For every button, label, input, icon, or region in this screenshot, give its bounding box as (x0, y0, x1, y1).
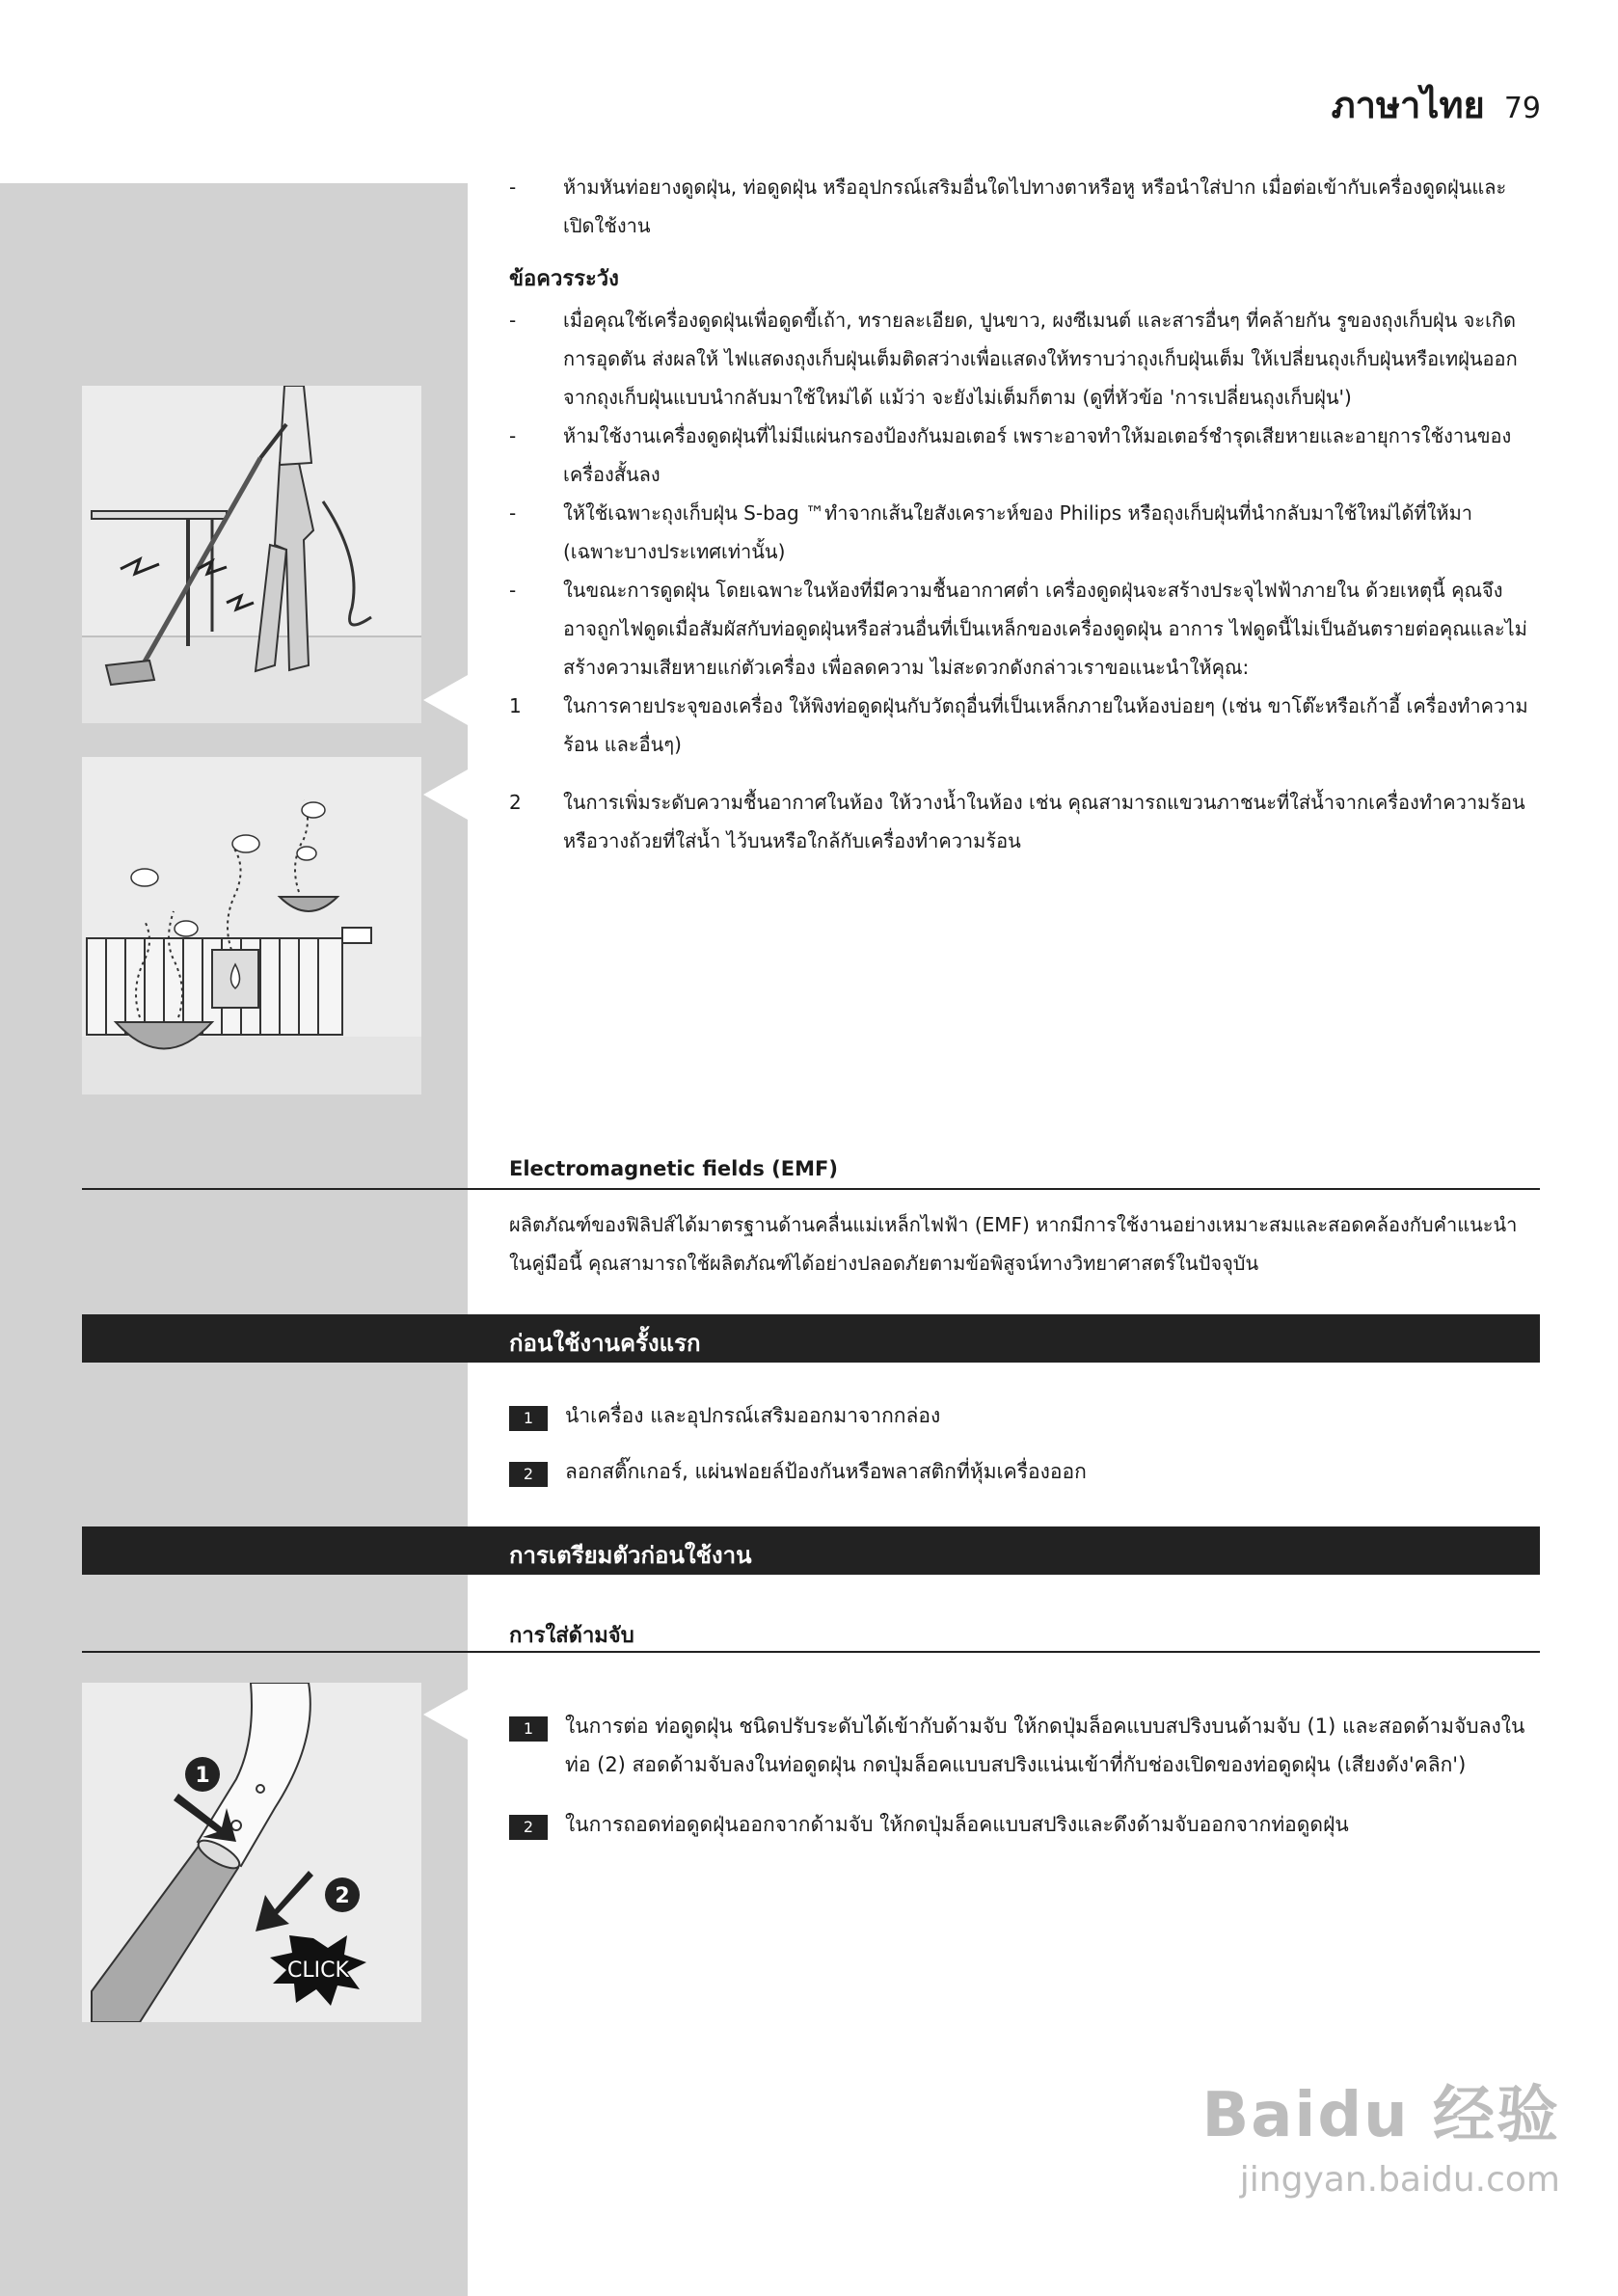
step-item (509, 1707, 1531, 1784)
caution-text: ในการคายประจุของเครื่อง ให้พิงท่อดูดฝุ่นกับวัตถุอื่นที่เป็นเหล็กภายในห้องบ่อยๆ (เช่น ขาโต๊ะหรือเก้าอี้ เครื่องทำความร้อน และอื่นๆ) (563, 694, 1528, 756)
step-text: นำเครื่อง และอุปกรณ์เสริมออกมาจากกล่อง (565, 1404, 941, 1427)
section-title: ก่อนใช้งานครั้งแรก (509, 1330, 701, 1357)
warning-item (509, 168, 1531, 245)
caution-text: เมื่อคุณใช้เครื่องดูดฝุ่นเพื่อดูดขี้เถ้า, ทรายละเอียด, ปูนขาว, ผงซีเมนต์ และสารอื่นๆ ที่คล้ายกัน รูของถุงเก็บฝุ่น จะเกิดการอุดตัน ส่งผลให้ ไฟแสดงถุงเก็บฝุ่นเต็มติดสว่างเพื่อแสดงให้ทราบว่าถุงเก็บฝุ่นเต็ม ให้เปลี่ยนถุงเก็บฝุ่นหรือเทฝุ่นออกจากถุงเก็บฝุ่นแบบนำกลับมาใช้ใหม่ได้ แม้ว่า จะยังไม่เต็มก็ตาม (ดูที่หัวข้อ 'การเปลี่ยนถุงเก็บฝุ่น') (563, 309, 1518, 409)
step-number: 1 (509, 1716, 548, 1742)
section-band-before-first-use (82, 1314, 1540, 1363)
radiator-humidity-illustration (82, 757, 421, 1094)
step-number: 2 (509, 1462, 548, 1487)
caution-numbered-item (509, 783, 1531, 860)
item-number: 1 (509, 694, 522, 717)
callout-1: 1 (195, 1764, 210, 1788)
section-title: การเตรียมตัวก่อนใช้งาน (509, 1542, 752, 1569)
caution-title: ข้อควรระวัง (509, 267, 619, 291)
callout-notch (423, 770, 468, 820)
warning-text: ห้ามหันท่อยางดูดฝุ่น, ท่อดูดฝุ่น หรืออุปกรณ์เสริมอื่นใดไปทางตาหรือหู หรือนำใส่ปาก เมื่อต่อเข้ากับเครื่องดูดฝุ่นและเปิดใช้งาน (563, 176, 1507, 237)
bullet: - (509, 309, 517, 332)
bullet: - (509, 501, 517, 525)
caution-text: ให้ใช้เฉพาะถุงเก็บฝุ่น S-bag ™ทำจากเส้นใยสังเคราะห์ของ Philips หรือถุงเก็บฝุ่นที่นำกลับมาใช้ใหม่ได้ที่ให้มา (เฉพาะบางประเทศเท่านั้น) (563, 501, 1472, 563)
language-title: ภาษาไทย (1331, 83, 1485, 126)
callout-notch (423, 675, 468, 725)
step-item (509, 1396, 1531, 1435)
emf-text: ผลิตภัณฑ์ของฟิลิปส์ได้มาตรฐานด้านคลื่นแม่เหล็กไฟฟ้า (EMF) หากมีการใช้งานอย่างเหมาะสมและสอดคล้องกับคำแนะนำในคู่มือนี้ คุณสามารถใช้ผลิตภัณฑ์ได้อย่างปลอดภัยตามข้อพิสูจน์ทางวิทยาศาสตร์ในปัจจุบัน (509, 1213, 1518, 1275)
bullet: - (509, 176, 517, 199)
step-text: ในการถอดท่อดูดฝุ่นออกจากด้ามจับ ให้กดปุ่มล็อคแบบสปริงและดึงด้ามจับออกจากท่อดูดฝุ่น (565, 1813, 1349, 1836)
caution-numbered-item (509, 687, 1531, 764)
click-label: CLICK (287, 1958, 349, 1983)
before-first-use-steps (509, 1396, 1531, 1491)
safety-content (509, 168, 1531, 860)
section-divider (82, 1188, 1540, 1190)
watermark-brand: Baidu 经验 (1201, 2080, 1560, 2151)
page-header (1332, 75, 1541, 134)
item-number: 2 (509, 791, 522, 814)
section-divider (82, 1651, 1540, 1653)
caution-text: ในการเพิ่มระดับความชื้นอากาศในห้อง ให้วางน้ำในห้อง เช่น คุณสามารถแขวนภาชนะที่ใส่น้ำจากเครื่องทำความร้อนหรือวางถ้วยที่ใส่น้ำ ไว้บนหรือใกล้กับเครื่องทำความร้อน (563, 791, 1525, 852)
watermark-url: jingyan.baidu.com (1239, 2160, 1560, 2200)
step-item (509, 1452, 1531, 1491)
caution-item (509, 494, 1531, 571)
bullet: - (509, 579, 517, 602)
step-item (509, 1805, 1531, 1844)
step-text: ลอกสติ๊กเกอร์, แผ่นฟอยล์ป้องกันหรือพลาสติกที่หุ้มเครื่องออก (565, 1460, 1087, 1483)
vacuum-static-illustration (82, 386, 421, 723)
section-band-preparation (82, 1526, 1540, 1575)
emf-title: Electromagnetic fields (EMF) (509, 1157, 838, 1180)
caution-text: ในขณะการดูดฝุ่น โดยเฉพาะในห้องที่มีความชื้นอากาศต่ำ เครื่องดูดฝุ่นจะสร้างประจุไฟฟ้าภายใน ด้วยเหตุนี้ คุณจึงอาจถูกไฟดูดเมื่อสัมผัสกับท่อดูดฝุ่นหรือส่วนอื่นที่เป็นเหล็กของเครื่องดูดฝุ่น อาการ ไฟดูดนี้ไม่เป็นอันตรายต่อคุณและไม่สร้างความเสียหายแก่ตัวเครื่อง เพื่อลดความ ไม่สะดวกดังกล่าวเราขอแนะนำให้คุณ: (563, 579, 1527, 679)
preparation-subtitle: การใส่ด้ามจับ (509, 1624, 634, 1648)
preparation-steps (509, 1707, 1531, 1844)
step-number: 2 (509, 1815, 548, 1840)
bullet: - (509, 424, 517, 447)
baidu-watermark (1201, 2066, 1560, 2200)
callout-2: 2 (335, 1884, 350, 1908)
step-text: ในการต่อ ท่อดูดฝุ่น ชนิดปรับระดับได้เข้ากับด้ามจับ ให้กดปุ่มล็อคแบบสปริงบนด้ามจับ (1) และสอดด้ามจับลงในท่อ (2) สอดด้ามจับลงในท่อดูดฝุ่น กดปุ่มล็อคแบบสปริงแน่นเข้าที่กับช่องเปิดของท่อดูดฝุ่น (เสียงดัง'คลิก') (565, 1715, 1525, 1776)
callout-notch (423, 1689, 468, 1740)
page-number: 79 (1503, 92, 1541, 125)
caution-item (509, 301, 1531, 417)
caution-item (509, 571, 1531, 687)
caution-text: ห้ามใช้งานเครื่องดูดฝุ่นที่ไม่มีแผ่นกรองป้องกันมอเตอร์ เพราะอาจทำให้มอเตอร์ชำรุดเสียหายและอายุการใช้งานของเครื่องสั้นลง (563, 424, 1512, 486)
caution-item (509, 417, 1531, 494)
handle-click-illustration (82, 1683, 421, 2022)
step-number: 1 (509, 1406, 548, 1431)
